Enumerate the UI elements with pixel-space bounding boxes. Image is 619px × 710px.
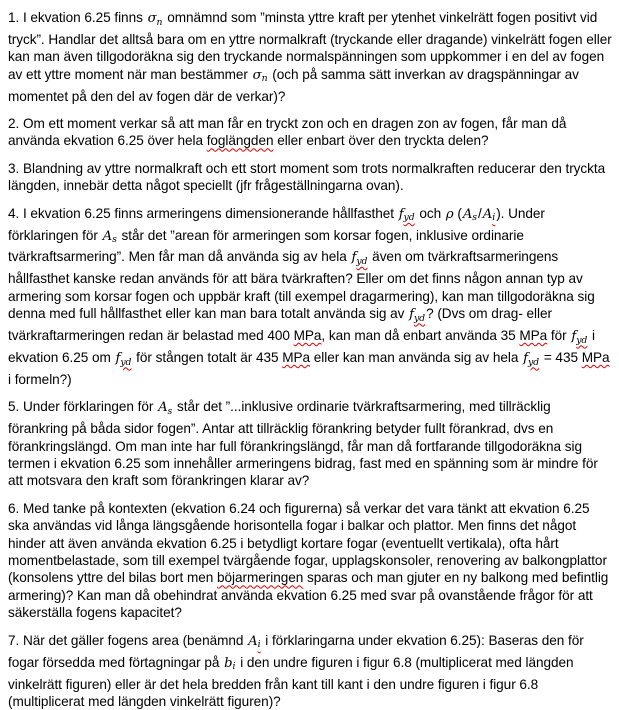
math-variable: A [248,633,258,649]
math-subscript-misspelled: yd [356,255,368,267]
text-run: = 435 [540,350,582,365]
text-run: står det ”arean för armeringen som korsar fogen, inklusive ordinarie tvärkraftsarmering”. Men får man då använda sig av hela [8,227,524,265]
text-run: även om tvärkraftsarmeringens hållfasthet kanske redan används för att bära tvärkraften? Eller om det finns någon annan typ av armering som korsar fogen och uppbär kraft (till exempel dragarmering), kan man tillgodoräkna sig denna med full hållfasthet eller kan man bara totalt använda sig av [8,249,595,322]
text-run: 2. Om ett moment verkar så att man får en tryckt zon och en dragen zon av fogen, får man då använda ekvation 6.25 över hela [8,116,567,149]
text-run: i ekvation 6.25 om [8,328,596,365]
text-run: och [415,205,445,221]
text-run: / [478,205,482,221]
text-run: 4. I ekvation 6.25 finns armeringens dimensionerande hållfasthet [8,205,398,221]
text-run: ? (Dvs om drag- eller tvärkraftarmeringen redan är belastad med 400 [8,306,552,344]
misspelled-word: böjarmeringen [217,570,304,586]
math-variable: σ [252,67,262,83]
text-run: sparas och man gjuter en ny balkong med befintlig armering)? Kan man då obehindrat använda ekvation 6.25 med svar på ovanstående frågor för att säkerställa fogens kapacitet? [8,570,609,621]
math-variable: f [523,351,528,366]
math-variable: f [398,206,404,222]
math-variable: A [462,206,473,222]
text-run: står det ”...inklusive ordinarie tvärkraftsarmering, med tillräcklig förankring på båda sidor fogen”. Antar att tillräcklig förankring betyder fullt förankrad, dvs en förankringslängd. Om man inte har full förankringslängd, får man då fortfarande tillgodoräkna sig termen i ekvation 6.25 som innehåller armeringens bidrag, fast med en spänning som är mindre för att motsvara den kraft som förankringen klarar av? [8,399,598,489]
text-run: för stången totalt är 435 [132,350,283,365]
text-run: 3. Blandning av yttre normalkraft och ett stort moment som trots normalkraften reducerar den tryckta längden, innebär detta något speciellt (jfr frågeställningarna ovan). [8,160,606,194]
math-subscript-misspelled: yd [413,312,426,324]
math-variable: f [115,351,121,366]
math-subscript-misspelled: yd [403,212,415,224]
misspelled-word: foglängden [206,133,274,149]
text-run: 1. I ekvation 6.25 finns [8,10,147,25]
text-run: i den undre figuren i figur 6.8 (multiplicerat med längden vinkelrätt figuren) eller är det hela bredden från kant till kant i den undre figuren i figur 6.8 (multiplicerat med längden vinkelrätt figuren)? [8,654,574,709]
math-subscript-misspelled: i [257,639,261,651]
math-subscript: n [156,16,163,28]
question-paragraph-7 [8,632,613,710]
misspelled-word: MPa [519,328,548,344]
text-run: 6. Med tanke på kontexten (ekvation 6.24 och figurerna) så verkar det vara tänkt att ekvation 6.25 ska användas vid långa längsgående horisontella fogar i balkar och plattor. Men finns det något hinder att även använda ekvation 6.25 i betydligt kortare fogar (eventuellt vertikala), ofta hårt momentbelastade, som till exempel tvärgående fogar, upplagskonsoler, renovering av balkongplattor (konsolens yttre del bilas bort men [8,500,607,586]
math-variable: f [571,329,577,345]
question-paragraph-3 [8,160,613,195]
math-subscript: s [472,212,478,224]
math-variable: A [102,228,113,244]
math-subscript-misspelled: i [492,212,496,224]
math-subscript: s [112,234,117,246]
misspelled-word: MPa [282,350,311,365]
text-run: , kan man då enbart använda 35 [321,328,520,344]
text-run: ( [453,205,462,221]
math-subscript-misspelled: yd [120,356,132,368]
text-run: ). Under förklaringen för [8,205,545,243]
question-paragraph-6 [8,500,613,622]
math-variable: f [351,250,357,266]
math-subscript: s [167,405,173,417]
math-variable: b [224,655,233,671]
math-variable: A [482,206,493,222]
math-variable: A [158,400,168,416]
math-variable: σ [147,11,157,26]
text-run: 5. Under förklaringen för [8,399,158,415]
text-run: i formeln?) [8,371,72,387]
question-paragraph-2 [8,115,613,150]
text-run: eller enbart över den tryckta delen? [273,133,489,149]
math-subscript: n [261,73,268,85]
question-paragraph-1 [8,9,613,105]
math-variable: ρ [445,206,454,222]
text-run: för [547,328,571,344]
math-subscript: i [232,661,236,673]
text-run: i förklaringarna under ekvation 6.25): Baseras den för fogar försedda med förtagningar på [8,632,584,670]
text-run: 7. När det gäller fogens area (benämnd [8,632,248,648]
math-variable: f [409,307,414,323]
text-run: (och på samma sätt inverkan av dragspänningar av momentet på den del av fogen där de verkar)? [8,66,579,104]
text-run: eller kan man använda sig av hela [310,350,523,365]
misspelled-word: MPa [293,328,322,344]
question-paragraph-4 [8,205,613,389]
misspelled-word: MPa [581,350,610,365]
text-run: omnämnd som ”minsta yttre kraft per ytenhet vinkelrätt fogen positivt vid tryck”. Handlar det alltså bara om en yttre normalkraft (tryckande eller dragande) vinkelrätt fogen eller kan man även tillgodoräkna sig den tryckande normalspänningen som uppkommer i en del av fogen av ett yttre moment när man bestämmer [8,10,612,82]
question-paragraph-5 [8,398,613,490]
math-subscript-misspelled: yd [527,356,540,368]
math-subscript-misspelled: yd [576,334,588,346]
